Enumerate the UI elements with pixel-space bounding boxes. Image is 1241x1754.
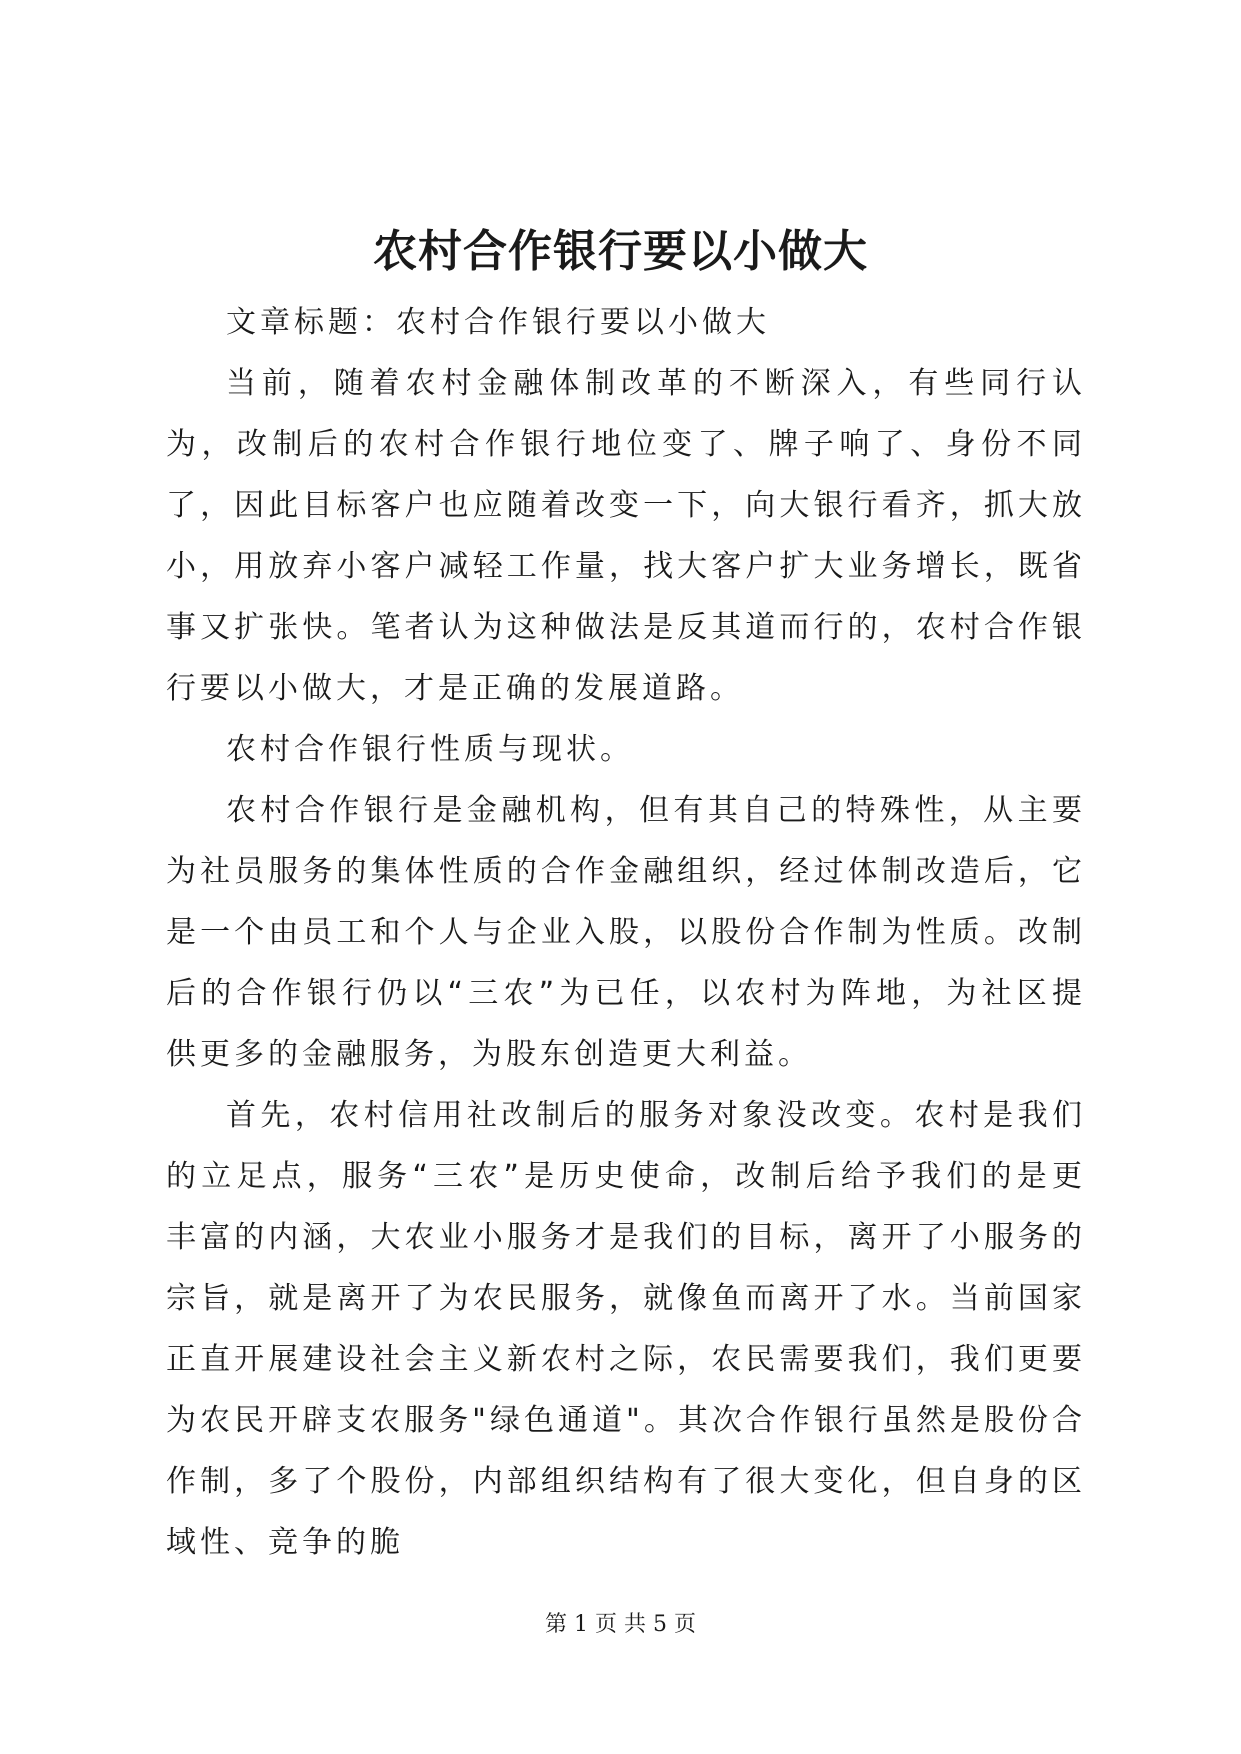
document-body <box>166 292 1086 1573</box>
paragraph: 文章标题：农村合作银行要以小做大 <box>226 305 770 340</box>
document-title: 农村合作银行要以小做大 <box>373 226 868 277</box>
paragraph: 当前，随着农村金融体制改革的不断深入，有些同行认为，改制后的农村合作银行地位变了、牌子响了、身份不同了，因此目标客户也应随着改变一下，向大银行看齐，抓大放小，用放弃小客户减轻工作量，找大客户扩大业务增长，既省事又扩张快。笔者认为这种做法是反其道而行的，农村合作银行要以小做大，才是正确的发展道路。 <box>166 366 1086 706</box>
paragraph: 农村合作银行是金融机构，但有其自己的特殊性，从主要为社员服务的集体性质的合作金融组织，经过体制改造后，它是一个由员工和个人与企业入股，以股份合作制为性质。改制后的合作银行仍以“三农”为已任，以农村为阵地，为社区提供更多的金融服务，为股东创造更大利益。 <box>166 793 1086 1072</box>
page-number-footer: 第 1 页 共 5 页 <box>545 1612 696 1637</box>
paragraph: 首先，农村信用社改制后的服务对象没改变。农村是我们的立足点，服务“三农”是历史使命，改制后给予我们的是更丰富的内涵，大农业小服务才是我们的目标，离开了小服务的宗旨，就是离开了为农民服务，就像鱼而离开了水。当前国家正直开展建设社会主义新农村之际，农民需要我们，我们更要为农民开辟支农服务"绿色通道"。其次合作银行虽然是股份合作制，多了个股份，内部组织结构有了很大变化，但自身的区域性、竞争的脆 <box>166 1098 1086 1560</box>
paragraph: 农村合作银行性质与现状。 <box>226 732 634 767</box>
